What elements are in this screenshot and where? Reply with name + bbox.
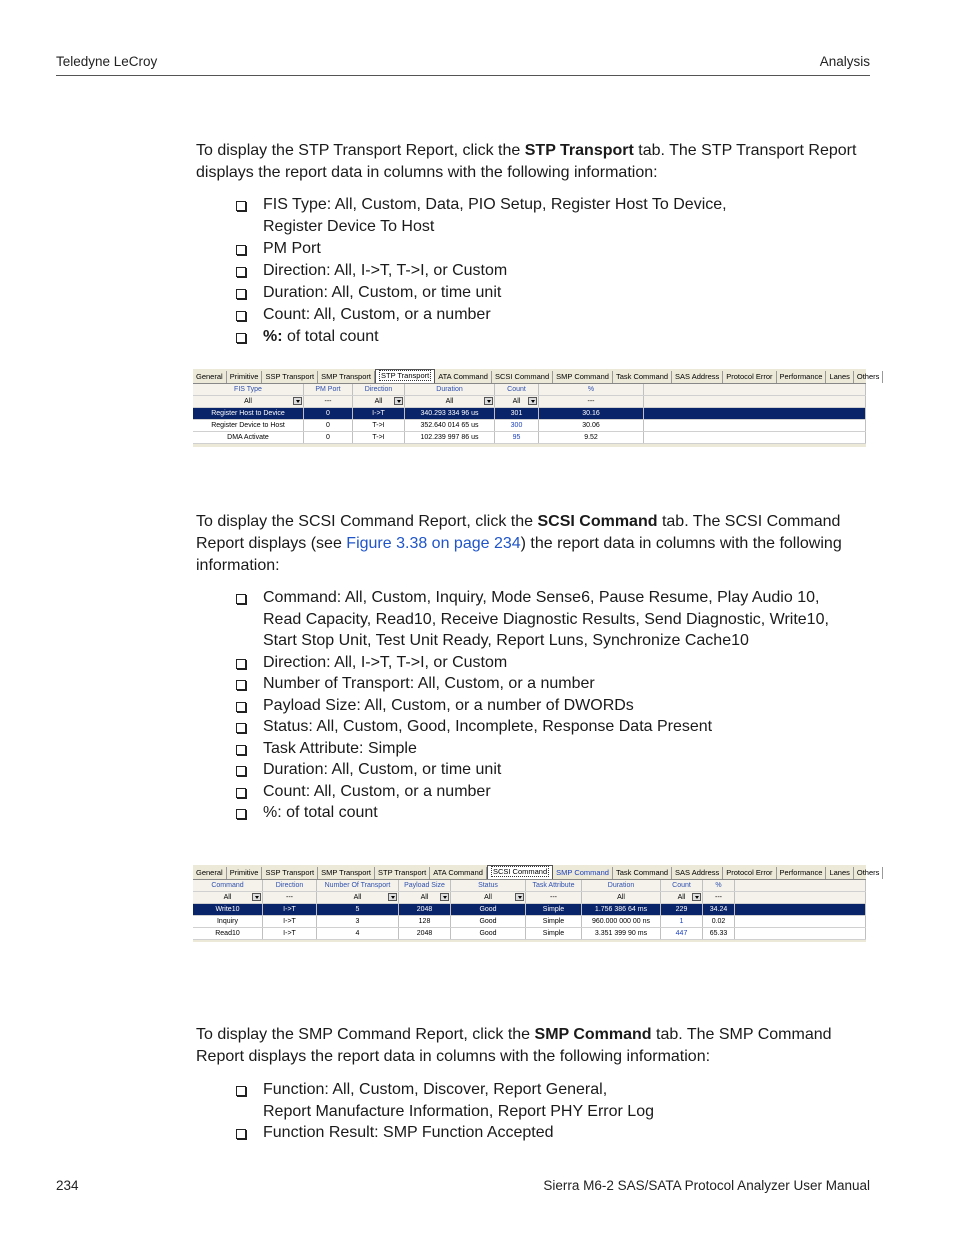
cell-text: 30.06: [582, 422, 600, 429]
report-tab[interactable]: SSP Transport: [262, 867, 318, 879]
filter-cell: [539, 396, 644, 407]
table-cell: [304, 432, 353, 443]
column-header: [353, 384, 405, 395]
report-tab[interactable]: SSP Transport: [262, 371, 318, 383]
cell-text: 960.000 000 00 ns: [592, 918, 650, 925]
list-item: %: of total count: [236, 802, 866, 824]
table-cell: [495, 420, 539, 431]
report-tab[interactable]: STP Transport: [375, 867, 430, 879]
cell-text: Payload Size: [404, 882, 445, 889]
cell-text: Register Device to Host: [211, 422, 285, 429]
cell-text: ---: [286, 894, 293, 901]
list-item: Duration: All, Custom, or time unit: [236, 759, 866, 781]
cell-text: All: [420, 894, 429, 901]
checkbox-bullet-icon: [236, 245, 246, 255]
report-tab[interactable]: Others: [854, 867, 884, 879]
report-grid: [193, 880, 866, 940]
cell-text: 301: [510, 410, 523, 417]
report-tab[interactable]: SMP Command: [553, 371, 613, 383]
table-cell: [193, 928, 263, 939]
filter-row[interactable]: [193, 892, 866, 904]
cell-text: Number Of Transport: [324, 882, 391, 889]
report-grid: [193, 384, 866, 444]
report-tab[interactable]: ATA Command: [435, 371, 492, 383]
table-cell: [399, 916, 451, 927]
cell-text: 2048: [416, 930, 433, 937]
filter-cell[interactable]: [317, 892, 399, 903]
empty-cell: [644, 396, 866, 407]
table-cell: [539, 408, 644, 419]
table-cell: [451, 916, 526, 927]
column-header: [193, 880, 263, 891]
cell-text: 3: [355, 918, 360, 925]
list-item: Status: All, Custom, Good, Incomplete, Response Data Present: [236, 716, 866, 738]
table-cell: [582, 928, 661, 939]
column-header-row: [193, 384, 866, 396]
report-tab[interactable]: General: [193, 371, 227, 383]
checkbox-bullet-icon: [236, 809, 246, 819]
table-cell: [703, 916, 735, 927]
cell-text: ---: [587, 398, 595, 405]
table-cell: [451, 928, 526, 939]
column-header: [193, 384, 304, 395]
table-cell: [405, 432, 495, 443]
cell-text: PM Port: [315, 386, 341, 393]
cell-text: 0: [326, 434, 330, 441]
table-cell: [495, 432, 539, 443]
report-tab[interactable]: Protocol Error: [723, 867, 776, 879]
cell-text: Direction: [275, 882, 304, 889]
cell-text: 447: [675, 930, 688, 937]
footer-title: Sierra M6-2 SAS/SATA Protocol Analyzer User Manual: [543, 1178, 870, 1193]
cell-text: Status: [478, 882, 498, 889]
scsi-intro: To display the SCSI Command Report, click the SCSI Command tab. The SCSI Command Report displays (see Figure 3.38 on page 234) the report data in columns with the following information:: [196, 513, 842, 574]
table-cell: [405, 420, 495, 431]
column-header: [526, 880, 582, 891]
column-header: [582, 880, 661, 891]
cell-text: 300: [510, 422, 523, 429]
report-tab[interactable]: Protocol Error: [723, 371, 776, 383]
list-item: Function Result: SMP Function Accepted: [236, 1122, 866, 1144]
dropdown-arrow-icon[interactable]: [515, 893, 524, 901]
filter-cell[interactable]: [661, 892, 703, 903]
dropdown-arrow-icon[interactable]: [440, 893, 449, 901]
cell-text: 3.351 399 90 ms: [594, 930, 648, 937]
checkbox-bullet-icon: [236, 680, 246, 690]
dropdown-arrow-icon[interactable]: [394, 397, 403, 405]
report-tab[interactable]: SCSI Command: [492, 371, 553, 383]
dropdown-arrow-icon[interactable]: [484, 397, 493, 405]
scsi-command-report-screenshot: [193, 865, 880, 942]
list-item: Task Attribute: Simple: [236, 738, 866, 760]
list-item: Count: All, Custom, or a number: [236, 304, 866, 326]
cell-text: I->T: [283, 930, 296, 937]
table-cell: [661, 916, 703, 927]
cell-text: 95: [512, 434, 521, 441]
empty-cell: [735, 892, 866, 903]
cell-text: Duration: [607, 882, 635, 889]
report-tab[interactable]: SCSI Command: [487, 865, 553, 879]
cell-text: Count: [672, 882, 691, 889]
report-tab[interactable]: SAS Address: [672, 867, 723, 879]
table-cell: [353, 432, 405, 443]
report-tab[interactable]: Task Command: [613, 371, 672, 383]
checkbox-bullet-icon: [236, 201, 246, 211]
list-item: Function: All, Custom, Discover, Report General, Report Manufacture Information, Report PHY Error Log: [236, 1079, 866, 1122]
table-row[interactable]: [193, 928, 866, 940]
table-cell: [193, 408, 304, 419]
cell-text: 5: [355, 906, 360, 913]
cell-text: 2048: [416, 906, 433, 913]
page-number: 234: [56, 1178, 79, 1193]
list-item: PM Port: [236, 238, 866, 260]
checkbox-bullet-icon: [236, 788, 246, 798]
cell-text: 65.33: [709, 930, 728, 937]
table-cell: [451, 904, 526, 915]
table-cell: [193, 916, 263, 927]
cell-text: Task Attribute: [532, 882, 575, 889]
cell-text: All: [223, 894, 232, 901]
cell-text: All: [677, 894, 686, 901]
report-tab[interactable]: Primitive: [227, 371, 263, 383]
table-cell: [353, 420, 405, 431]
filter-cell: [304, 396, 353, 407]
header-right: Analysis: [819, 54, 870, 69]
report-tab[interactable]: Performance: [777, 867, 827, 879]
cell-text: ---: [324, 398, 332, 405]
empty-cell: [735, 928, 866, 939]
filter-cell: [703, 892, 735, 903]
column-header: [263, 880, 317, 891]
report-tab[interactable]: Others: [854, 371, 884, 383]
dropdown-arrow-icon[interactable]: [528, 397, 537, 405]
filter-cell[interactable]: [405, 396, 495, 407]
table-cell: [304, 408, 353, 419]
cell-text: Good: [479, 918, 497, 925]
list-item: Duration: All, Custom, or time unit: [236, 282, 866, 304]
column-header: [317, 880, 399, 891]
empty-cell: [735, 880, 866, 891]
filter-cell: [582, 892, 661, 903]
cell-text: Read10: [215, 930, 240, 937]
column-header: [399, 880, 451, 891]
cell-text: Inquiry: [216, 918, 238, 925]
column-header: [495, 384, 539, 395]
report-tab[interactable]: Lanes: [826, 867, 853, 879]
table-cell: [263, 904, 317, 915]
table-cell: [526, 928, 582, 939]
report-tab[interactable]: ATA Command: [430, 867, 487, 879]
column-header: [539, 384, 644, 395]
cell-text: 1: [679, 918, 684, 925]
report-tab[interactable]: STP Transport: [375, 369, 435, 383]
list-item: Count: All, Custom, or a number: [236, 781, 866, 803]
table-cell: [526, 916, 582, 927]
report-tab[interactable]: SMP Transport: [318, 867, 375, 879]
report-tab-bar: [193, 865, 880, 880]
report-tab[interactable]: SAS Address: [672, 371, 723, 383]
table-cell: [317, 928, 399, 939]
checkbox-bullet-icon: [236, 702, 246, 712]
cell-text: All: [617, 894, 625, 901]
table-cell: [661, 928, 703, 939]
table-cell: [399, 904, 451, 915]
table-cell: [539, 420, 644, 431]
dropdown-arrow-icon[interactable]: [692, 893, 701, 901]
table-cell: [661, 904, 703, 915]
checkbox-bullet-icon: [236, 311, 246, 321]
list-item: Payload Size: All, Custom, or a number of DWORDs: [236, 695, 866, 717]
column-header-row: [193, 880, 866, 892]
filter-cell: [263, 892, 317, 903]
cell-text: I->T: [283, 918, 296, 925]
list-item: Command: All, Custom, Inquiry, Mode Sense6, Pause Resume, Play Audio 10, Read Capacity, Read10, Receive Diagnostic Results, Send Diagnostic, Write10, Start Stop Unit, Test Unit Ready, Report Luns, Synchronize Cache10: [236, 587, 866, 652]
cell-text: All: [353, 894, 362, 901]
table-cell: [539, 432, 644, 443]
dropdown-arrow-icon[interactable]: [293, 397, 302, 405]
cell-text: 4: [355, 930, 360, 937]
report-tab[interactable]: SMP Transport: [318, 371, 375, 383]
stp-intro: To display the STP Transport Report, click the STP Transport tab. The STP Transport Report displays the report data in columns with the following information:: [196, 142, 857, 181]
table-cell: [582, 916, 661, 927]
empty-cell: [644, 408, 866, 419]
cell-text: 0: [326, 422, 330, 429]
header-left: Teledyne LeCroy: [56, 54, 158, 69]
cell-text: I->T: [283, 906, 296, 913]
column-header: [304, 384, 353, 395]
stp-transport-report-screenshot: [193, 369, 880, 447]
table-row[interactable]: [193, 408, 866, 420]
stp-bullet-list: [236, 194, 866, 348]
cell-text: Write10: [215, 906, 240, 913]
cell-text: Direction: [364, 386, 393, 393]
table-row[interactable]: [193, 432, 866, 444]
table-cell: [353, 408, 405, 419]
cell-text: Count: [507, 386, 526, 393]
cell-text: Simple: [542, 918, 565, 925]
empty-cell: [644, 384, 866, 395]
table-row[interactable]: [193, 904, 866, 916]
cell-text: I->T: [372, 410, 385, 417]
list-item: Number of Transport: All, Custom, or a number: [236, 673, 866, 695]
table-cell: [317, 916, 399, 927]
report-tab[interactable]: Task Command: [613, 867, 672, 879]
table-cell: [526, 904, 582, 915]
empty-cell: [644, 420, 866, 431]
list-item: %: of total count: [236, 326, 866, 348]
cell-text: All: [445, 398, 454, 405]
table-row[interactable]: [193, 916, 866, 928]
checkbox-bullet-icon: [236, 659, 246, 669]
scsi-bullet-list: [236, 587, 866, 824]
cell-text: All: [374, 398, 383, 405]
table-cell: [263, 916, 317, 927]
checkbox-bullet-icon: [236, 745, 246, 755]
cell-text: 0: [326, 410, 330, 417]
cell-text: FIS Type: [234, 386, 262, 393]
cell-text: Simple: [542, 906, 565, 913]
cell-text: All: [512, 398, 521, 405]
cell-text: 340.293 334 96 us: [420, 410, 479, 417]
cell-text: Command: [211, 882, 244, 889]
table-cell: [193, 904, 263, 915]
column-header: [451, 880, 526, 891]
table-cell: [304, 420, 353, 431]
column-header: [405, 384, 495, 395]
cell-text: 30.16: [582, 410, 600, 417]
cell-text: %: [715, 882, 722, 889]
table-cell: [582, 904, 661, 915]
report-tab[interactable]: Lanes: [826, 371, 853, 383]
cell-text: 229: [675, 906, 688, 913]
empty-cell: [735, 916, 866, 927]
column-header: [703, 880, 735, 891]
checkbox-bullet-icon: [236, 1129, 246, 1139]
report-tab-bar: [193, 369, 880, 384]
checkbox-bullet-icon: [236, 267, 246, 277]
filter-cell[interactable]: [193, 892, 263, 903]
report-tab[interactable]: General: [193, 867, 227, 879]
cell-text: Simple: [542, 930, 565, 937]
filter-cell[interactable]: [399, 892, 451, 903]
cell-text: 34.24: [709, 906, 728, 913]
header-rule: [56, 75, 870, 76]
cell-text: 1.756 386 64 ms: [594, 906, 648, 913]
cell-text: 352.640 014 65 us: [420, 422, 479, 429]
report-tab[interactable]: Performance: [777, 371, 827, 383]
table-cell: [193, 432, 304, 443]
cell-text: 128: [418, 918, 431, 925]
empty-cell: [735, 904, 866, 915]
report-tab[interactable]: SMP Command: [553, 867, 613, 879]
table-cell: [399, 928, 451, 939]
table-cell: [703, 904, 735, 915]
table-cell: [405, 408, 495, 419]
smp-bullet-list: [236, 1079, 866, 1144]
checkbox-bullet-icon: [236, 1086, 246, 1096]
checkbox-bullet-icon: [236, 333, 246, 343]
dropdown-arrow-icon[interactable]: [252, 893, 261, 901]
cell-text: Good: [479, 906, 497, 913]
filter-cell[interactable]: [193, 396, 304, 407]
smp-intro: To display the SMP Command Report, click the SMP Command tab. The SMP Command Report displays the report data in columns with the following information:: [196, 1026, 832, 1065]
list-item: FIS Type: All, Custom, Data, PIO Setup, Register Host To Device, Register Device To Host: [236, 194, 866, 238]
filter-cell[interactable]: [451, 892, 526, 903]
cell-text: Register Host to Device: [211, 410, 285, 417]
cell-text: T->I: [372, 422, 385, 429]
list-item: Direction: All, I->T, T->I, or Custom: [236, 260, 866, 282]
cell-text: Duration: [436, 386, 463, 393]
figure-link[interactable]: Figure 3.38 on page 234: [346, 535, 521, 552]
checkbox-bullet-icon: [236, 594, 246, 604]
cell-text: %: [587, 386, 595, 393]
checkbox-bullet-icon: [236, 289, 246, 299]
table-cell: [703, 928, 735, 939]
cell-text: T->I: [372, 434, 385, 441]
cell-text: ---: [550, 894, 557, 901]
filter-cell: [526, 892, 582, 903]
cell-text: Good: [479, 930, 497, 937]
empty-cell: [644, 432, 866, 443]
checkbox-bullet-icon: [236, 723, 246, 733]
checkbox-bullet-icon: [236, 766, 246, 776]
cell-text: 0.02: [711, 918, 726, 925]
table-cell: [263, 928, 317, 939]
filter-cell[interactable]: [495, 396, 539, 407]
list-item: Direction: All, I->T, T->I, or Custom: [236, 652, 866, 674]
report-tab[interactable]: Primitive: [227, 867, 263, 879]
table-cell: [193, 420, 304, 431]
dropdown-arrow-icon[interactable]: [388, 893, 397, 901]
cell-text: 102.239 997 86 us: [420, 434, 479, 441]
cell-text: All: [244, 398, 252, 405]
filter-cell[interactable]: [353, 396, 405, 407]
filter-row[interactable]: [193, 396, 866, 408]
cell-text: DMA Activate: [227, 434, 269, 441]
cell-text: All: [484, 894, 492, 901]
table-cell: [317, 904, 399, 915]
table-row[interactable]: [193, 420, 866, 432]
table-cell: [495, 408, 539, 419]
cell-text: 9.52: [584, 434, 598, 441]
cell-text: ---: [715, 894, 722, 901]
column-header: [661, 880, 703, 891]
